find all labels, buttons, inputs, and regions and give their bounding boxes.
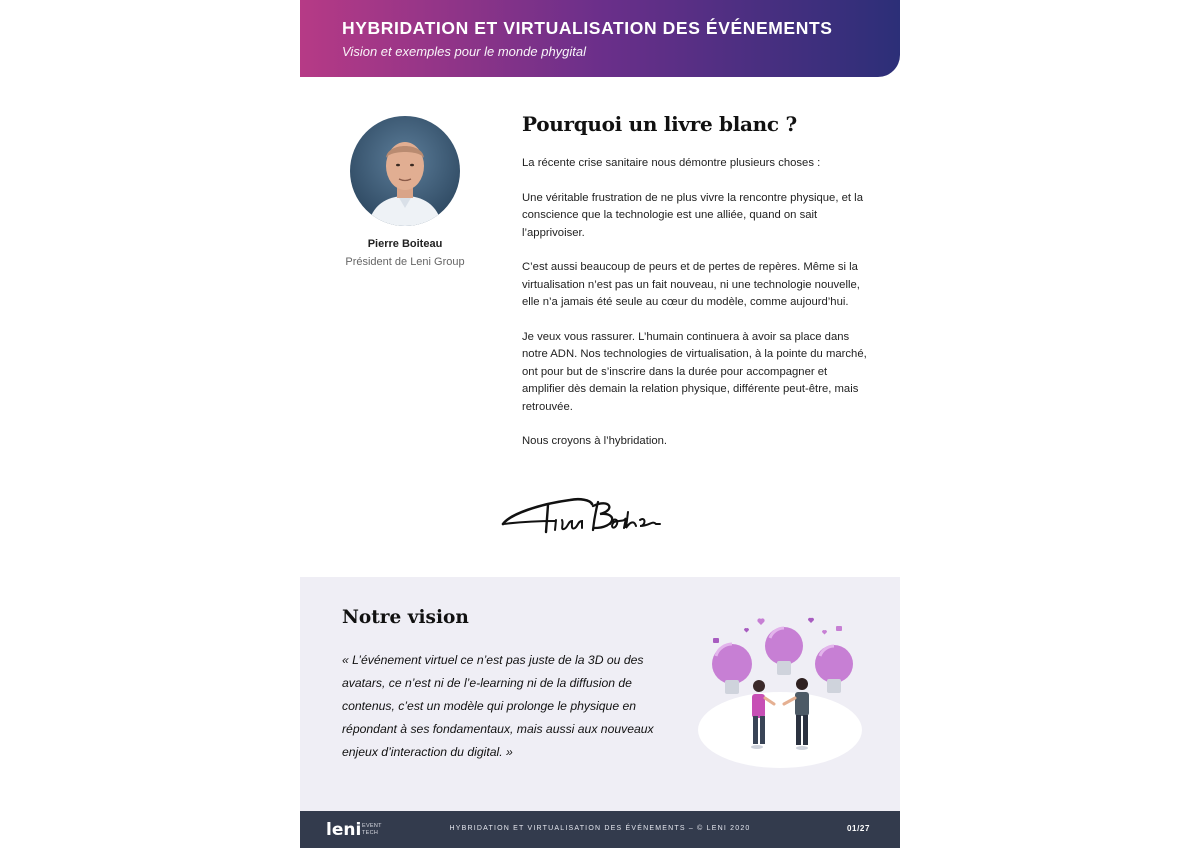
footer-text: HYBRIDATION ET VIRTUALISATION DES ÉVÉNEMENTS – © LENI 2020 xyxy=(449,825,751,832)
intro-paragraph: C’est aussi beaucoup de peurs et de pertes de repères. Même si la virtualisation n’est pas un fait nouveau, ni une technologie nouvelle, elle n’a jamais été seule au cœur du modèle, comme aujourd’hui. xyxy=(522,261,860,309)
author-card xyxy=(340,116,470,268)
intro-paragraph: Nous croyons à l’hybridation. xyxy=(522,435,668,448)
intro-paragraph: Une véritable frustration de ne plus vivre la rencontre physique, et la conscience que la technologie est une alliée, quand on sait l’apprivoiser. xyxy=(522,191,863,239)
leni-logo: leni xyxy=(326,820,362,840)
avatar xyxy=(350,116,460,226)
document-title: HYBRIDATION ET VIRTUALISATION DES ÉVÉNEMENTS xyxy=(342,18,833,38)
intro-section xyxy=(522,112,867,451)
vision-heading: Notre vision xyxy=(342,607,469,628)
document-page xyxy=(300,0,900,848)
author-name: Pierre Boiteau xyxy=(367,238,443,250)
page-number: 01/27 xyxy=(846,824,870,833)
signature xyxy=(500,488,670,548)
intro-paragraph: La récente crise sanitaire nous démontre plusieurs choses : xyxy=(522,157,821,169)
vision-quote: « L’événement virtuel ce n’est pas juste de la 3D ou des avatars, ce n’est ni de l’e-learning ni de la diffusion de contenus, c’est un modèle qui prolonge le physique en répondant à ses fondamentaux, mais aussi aux nouveaux enjeux d’interaction du digital. » xyxy=(342,653,654,759)
lightbulb-people-illustration xyxy=(698,612,868,772)
author-role: Président de Leni Group xyxy=(345,256,465,268)
vision-section xyxy=(300,577,900,811)
logo-tagline: EVENT TECH xyxy=(362,823,382,836)
footer-bar xyxy=(300,811,900,848)
header-banner xyxy=(300,0,900,77)
intro-heading: Pourquoi un livre blanc ? xyxy=(522,112,797,136)
intro-paragraph: Je veux vous rassurer. L’humain continuera à avoir sa place dans notre ADN. Nos technologies de virtualisation, à la pointe du marché, ont pour but de s’inscrire dans la durée pour accompagner et amplifier dès demain la relation physique, différente peut-être, mais retrouvée. xyxy=(522,331,867,413)
document-subtitle: Vision et exemples pour le monde phygital xyxy=(342,44,587,59)
